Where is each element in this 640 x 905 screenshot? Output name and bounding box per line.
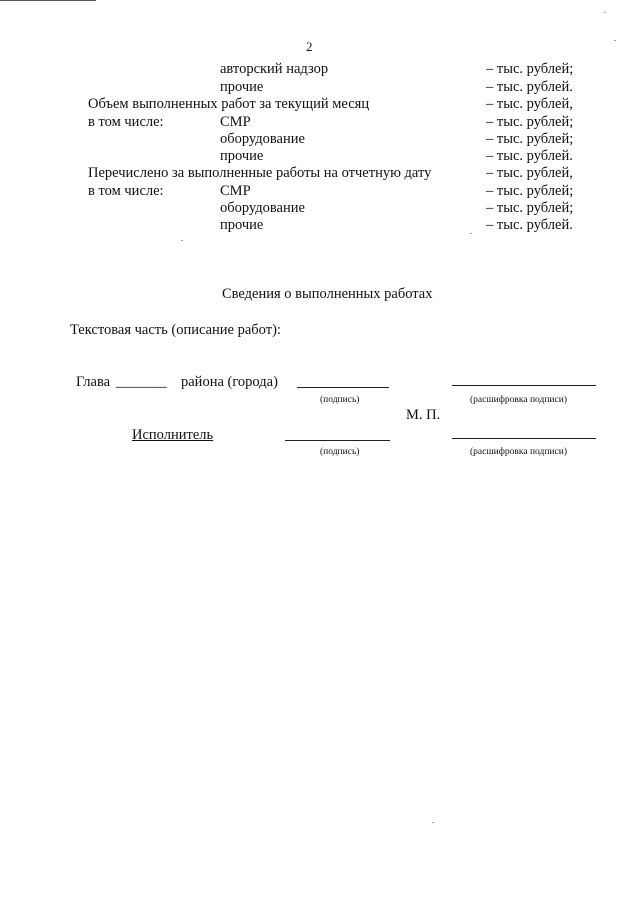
head-signature-caption: (подпись) (320, 395, 360, 405)
head-transcript-caption: (расшифровка подписи) (470, 395, 567, 405)
scan-speck (432, 822, 434, 823)
executor-signature-caption: (подпись) (320, 447, 360, 457)
head-signature-line (297, 387, 389, 388)
row-unit: – тыс. рублей; (486, 131, 574, 147)
text-part-label: Текстовая часть (описание работ): (70, 322, 281, 338)
section-heading: Сведения о выполненных работах (222, 286, 433, 302)
executor-label: Исполнитель (132, 427, 214, 443)
row-category: Перечислено за выполненные работы на отчетную дату (88, 165, 432, 181)
executor-signature-line (285, 440, 390, 441)
row-unit: – тыс. рублей. (486, 79, 573, 95)
executor-transcript-line (452, 438, 596, 439)
row-unit: – тыс. рублей; (486, 114, 574, 130)
row-subitem: прочие (220, 217, 264, 233)
scan-speck (181, 240, 183, 241)
page-number: 2 (306, 39, 313, 54)
row-subitem: СМР (220, 114, 251, 130)
row-unit: – тыс. рублей. (486, 148, 573, 164)
head-transcript-line (452, 385, 596, 386)
row-unit: – тыс. рублей, (486, 165, 573, 181)
stamp-label: М. П. (406, 407, 441, 423)
row-unit: – тыс. рублей, (486, 96, 573, 112)
row-unit: – тыс. рублей; (486, 183, 574, 199)
top-rule (0, 0, 96, 1)
scan-speck (604, 12, 606, 13)
row-subitem: прочие (220, 79, 264, 95)
head-suffix: района (города) (181, 374, 278, 390)
scan-speck (614, 40, 616, 41)
row-unit: – тыс. рублей; (486, 200, 574, 216)
scan-speck (470, 233, 472, 234)
row-subitem: оборудование (220, 131, 305, 147)
head-blank: _______ (116, 374, 167, 390)
executor-transcript-caption: (расшифровка подписи) (470, 447, 567, 457)
row-category: Объем выполненных работ за текущий месяц (88, 96, 370, 112)
row-subitem: прочие (220, 148, 264, 164)
row-unit: – тыс. рублей. (486, 217, 573, 233)
head-prefix: Глава (76, 374, 111, 390)
row-subitem: СМР (220, 183, 251, 199)
row-category: в том числе: (88, 183, 164, 199)
row-category: в том числе: (88, 114, 164, 130)
row-subitem: оборудование (220, 200, 305, 216)
row-subitem: авторский надзор (220, 61, 329, 77)
row-unit: – тыс. рублей; (486, 61, 574, 77)
